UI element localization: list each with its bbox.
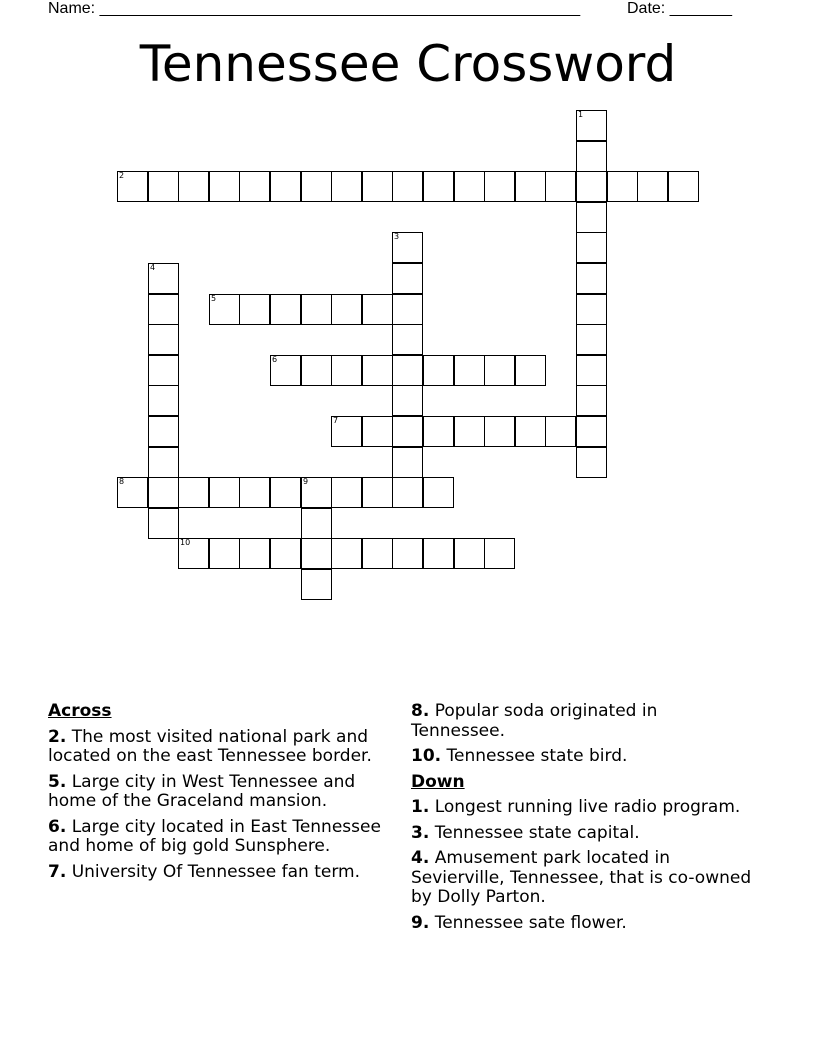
clue-number-label: 2 [119,171,125,180]
grid-cell[interactable] [576,416,607,447]
clue-number: 10. [411,746,442,766]
name-field-label: Name: ______________________________________________________ [48,0,581,17]
grid-cell[interactable] [392,263,423,294]
grid-cell[interactable] [515,416,546,447]
grid-cell[interactable] [576,294,607,325]
clue-text: Popular soda originated in Tennessee. [411,701,658,741]
clue-text: Tennessee sate flower. [434,912,627,933]
clue-number: 7. [48,861,67,882]
grid-cell[interactable] [576,385,607,416]
clue-text: The most visited national park and located on the east Tennessee border. [48,726,372,766]
clue-across-6 [48,818,393,857]
clue-number: 6. [48,816,67,837]
clue-number-label: 7 [333,416,339,425]
clue-across-10 [411,747,756,767]
grid-cell[interactable] [270,294,301,325]
clue-number: 9. [411,912,430,933]
grid-cell[interactable] [392,416,423,447]
grid-cell[interactable] [148,263,179,294]
clue-number-label: 9 [303,477,309,486]
grid-cell[interactable] [239,294,270,325]
grid-cell[interactable] [331,171,362,202]
clues-column-right [411,702,756,939]
grid-cell[interactable] [362,294,393,325]
clues-column-left [48,702,393,888]
grid-cell[interactable] [301,569,332,600]
grid-cell[interactable] [148,447,179,478]
clue-number-label: 8 [119,477,125,486]
grid-cell[interactable] [392,477,423,508]
grid-cell[interactable] [148,508,179,539]
grid-cell[interactable] [454,355,485,386]
grid-cell[interactable] [331,294,362,325]
grid-cell[interactable] [331,538,362,569]
date-field-label: Date: _______ [627,0,732,17]
clue-across-2 [48,728,393,767]
page-title: Tennessee Crossword [139,35,677,93]
grid-cell[interactable] [576,171,607,202]
clue-text: Amusement park located in Sevierville, Tennessee, that is co-owned by Dolly Parton. [411,848,752,907]
clue-text: Tennessee state capital. [434,822,640,843]
grid-cell[interactable] [270,477,301,508]
grid-cell[interactable] [423,355,454,386]
grid-cell[interactable] [576,232,607,263]
grid-cell[interactable] [423,416,454,447]
grid-cell[interactable] [301,171,332,202]
grid-cell[interactable] [209,294,240,325]
grid-cell[interactable] [454,171,485,202]
grid-cell[interactable] [392,232,423,263]
grid-cell[interactable] [178,538,209,569]
grid-cell[interactable] [362,538,393,569]
grid-cell[interactable] [209,171,240,202]
grid-cell[interactable] [362,171,393,202]
clue-number: 4. [411,848,430,868]
grid-cell[interactable] [362,477,393,508]
grid-cell[interactable] [301,294,332,325]
clue-text: University Of Tennessee fan term. [71,861,360,882]
grid-cell[interactable] [178,477,209,508]
across-heading: Across [48,701,112,721]
grid-cell[interactable] [454,538,485,569]
clue-number-label: 4 [150,263,156,272]
grid-cell[interactable] [515,171,546,202]
grid-cell[interactable] [301,508,332,539]
clue-across-5 [48,773,393,812]
clue-number-label: 1 [578,110,584,119]
grid-cell[interactable] [392,355,423,386]
grid-cell[interactable] [392,324,423,355]
grid-cell[interactable] [178,171,209,202]
grid-cell[interactable] [515,355,546,386]
grid-cell[interactable] [239,538,270,569]
clue-across-8 [411,702,756,741]
grid-cell[interactable] [148,416,179,447]
grid-cell[interactable] [576,355,607,386]
grid-cell[interactable] [576,110,607,141]
grid-cell[interactable] [148,385,179,416]
grid-cell[interactable] [209,538,240,569]
grid-cell[interactable] [392,447,423,478]
grid-cell[interactable] [392,171,423,202]
grid-cell[interactable] [576,324,607,355]
grid-cell[interactable] [668,171,699,202]
grid-cell[interactable] [209,477,240,508]
grid-cell[interactable] [392,538,423,569]
grid-cell[interactable] [484,538,515,569]
grid-cell[interactable] [362,416,393,447]
clue-number: 5. [48,771,67,792]
clue-number-label: 10 [180,538,191,547]
grid-cell[interactable] [117,171,148,202]
grid-cell[interactable] [576,202,607,233]
clue-text: Large city located in East Tennessee and home of big gold Sunsphere. [48,816,381,856]
grid-cell[interactable] [545,171,576,202]
grid-cell[interactable] [148,294,179,325]
clue-number: 1. [411,797,430,817]
clue-text: Tennessee state bird. [446,746,628,766]
grid-cell[interactable] [117,477,148,508]
grid-cell[interactable] [239,171,270,202]
grid-cell[interactable] [301,538,332,569]
clue-down-1 [411,798,756,818]
grid-cell[interactable] [484,416,515,447]
grid-cell[interactable] [637,171,668,202]
grid-cell[interactable] [270,538,301,569]
clue-across-7 [48,863,393,883]
grid-cell[interactable] [484,355,515,386]
grid-cell[interactable] [148,171,179,202]
clue-down-3 [411,824,756,844]
grid-cell[interactable] [576,141,607,172]
clue-down-4 [411,849,756,908]
grid-cell[interactable] [270,355,301,386]
grid-cell[interactable] [301,477,332,508]
clue-number: 8. [411,701,430,721]
grid-cell[interactable] [239,477,270,508]
clue-text: Large city in West Tennessee and home of the Graceland mansion. [48,771,356,811]
clue-number: 3. [411,822,430,843]
grid-cell[interactable] [484,171,515,202]
grid-cell[interactable] [301,355,332,386]
clue-number-label: 3 [394,232,400,241]
grid-cell[interactable] [454,416,485,447]
clue-number: 2. [48,726,67,747]
grid-cell[interactable] [270,171,301,202]
grid-cell[interactable] [392,294,423,325]
grid-cell[interactable] [545,416,576,447]
grid-cell[interactable] [423,538,454,569]
grid-cell[interactable] [392,385,423,416]
down-heading: Down [411,771,465,792]
grid-cell[interactable] [576,263,607,294]
clue-text: Longest running live radio program. [434,797,741,817]
grid-cell[interactable] [423,477,454,508]
grid-cell[interactable] [148,324,179,355]
grid-cell[interactable] [331,355,362,386]
grid-cell[interactable] [331,477,362,508]
grid-cell[interactable] [607,171,638,202]
clue-down-9 [411,914,756,934]
clue-number-label: 5 [211,294,217,303]
grid-cell[interactable] [148,477,179,508]
grid-cell[interactable] [576,447,607,478]
grid-cell[interactable] [423,171,454,202]
grid-cell[interactable] [148,355,179,386]
grid-cell[interactable] [331,416,362,447]
grid-cell[interactable] [362,355,393,386]
clue-number-label: 6 [272,355,278,364]
